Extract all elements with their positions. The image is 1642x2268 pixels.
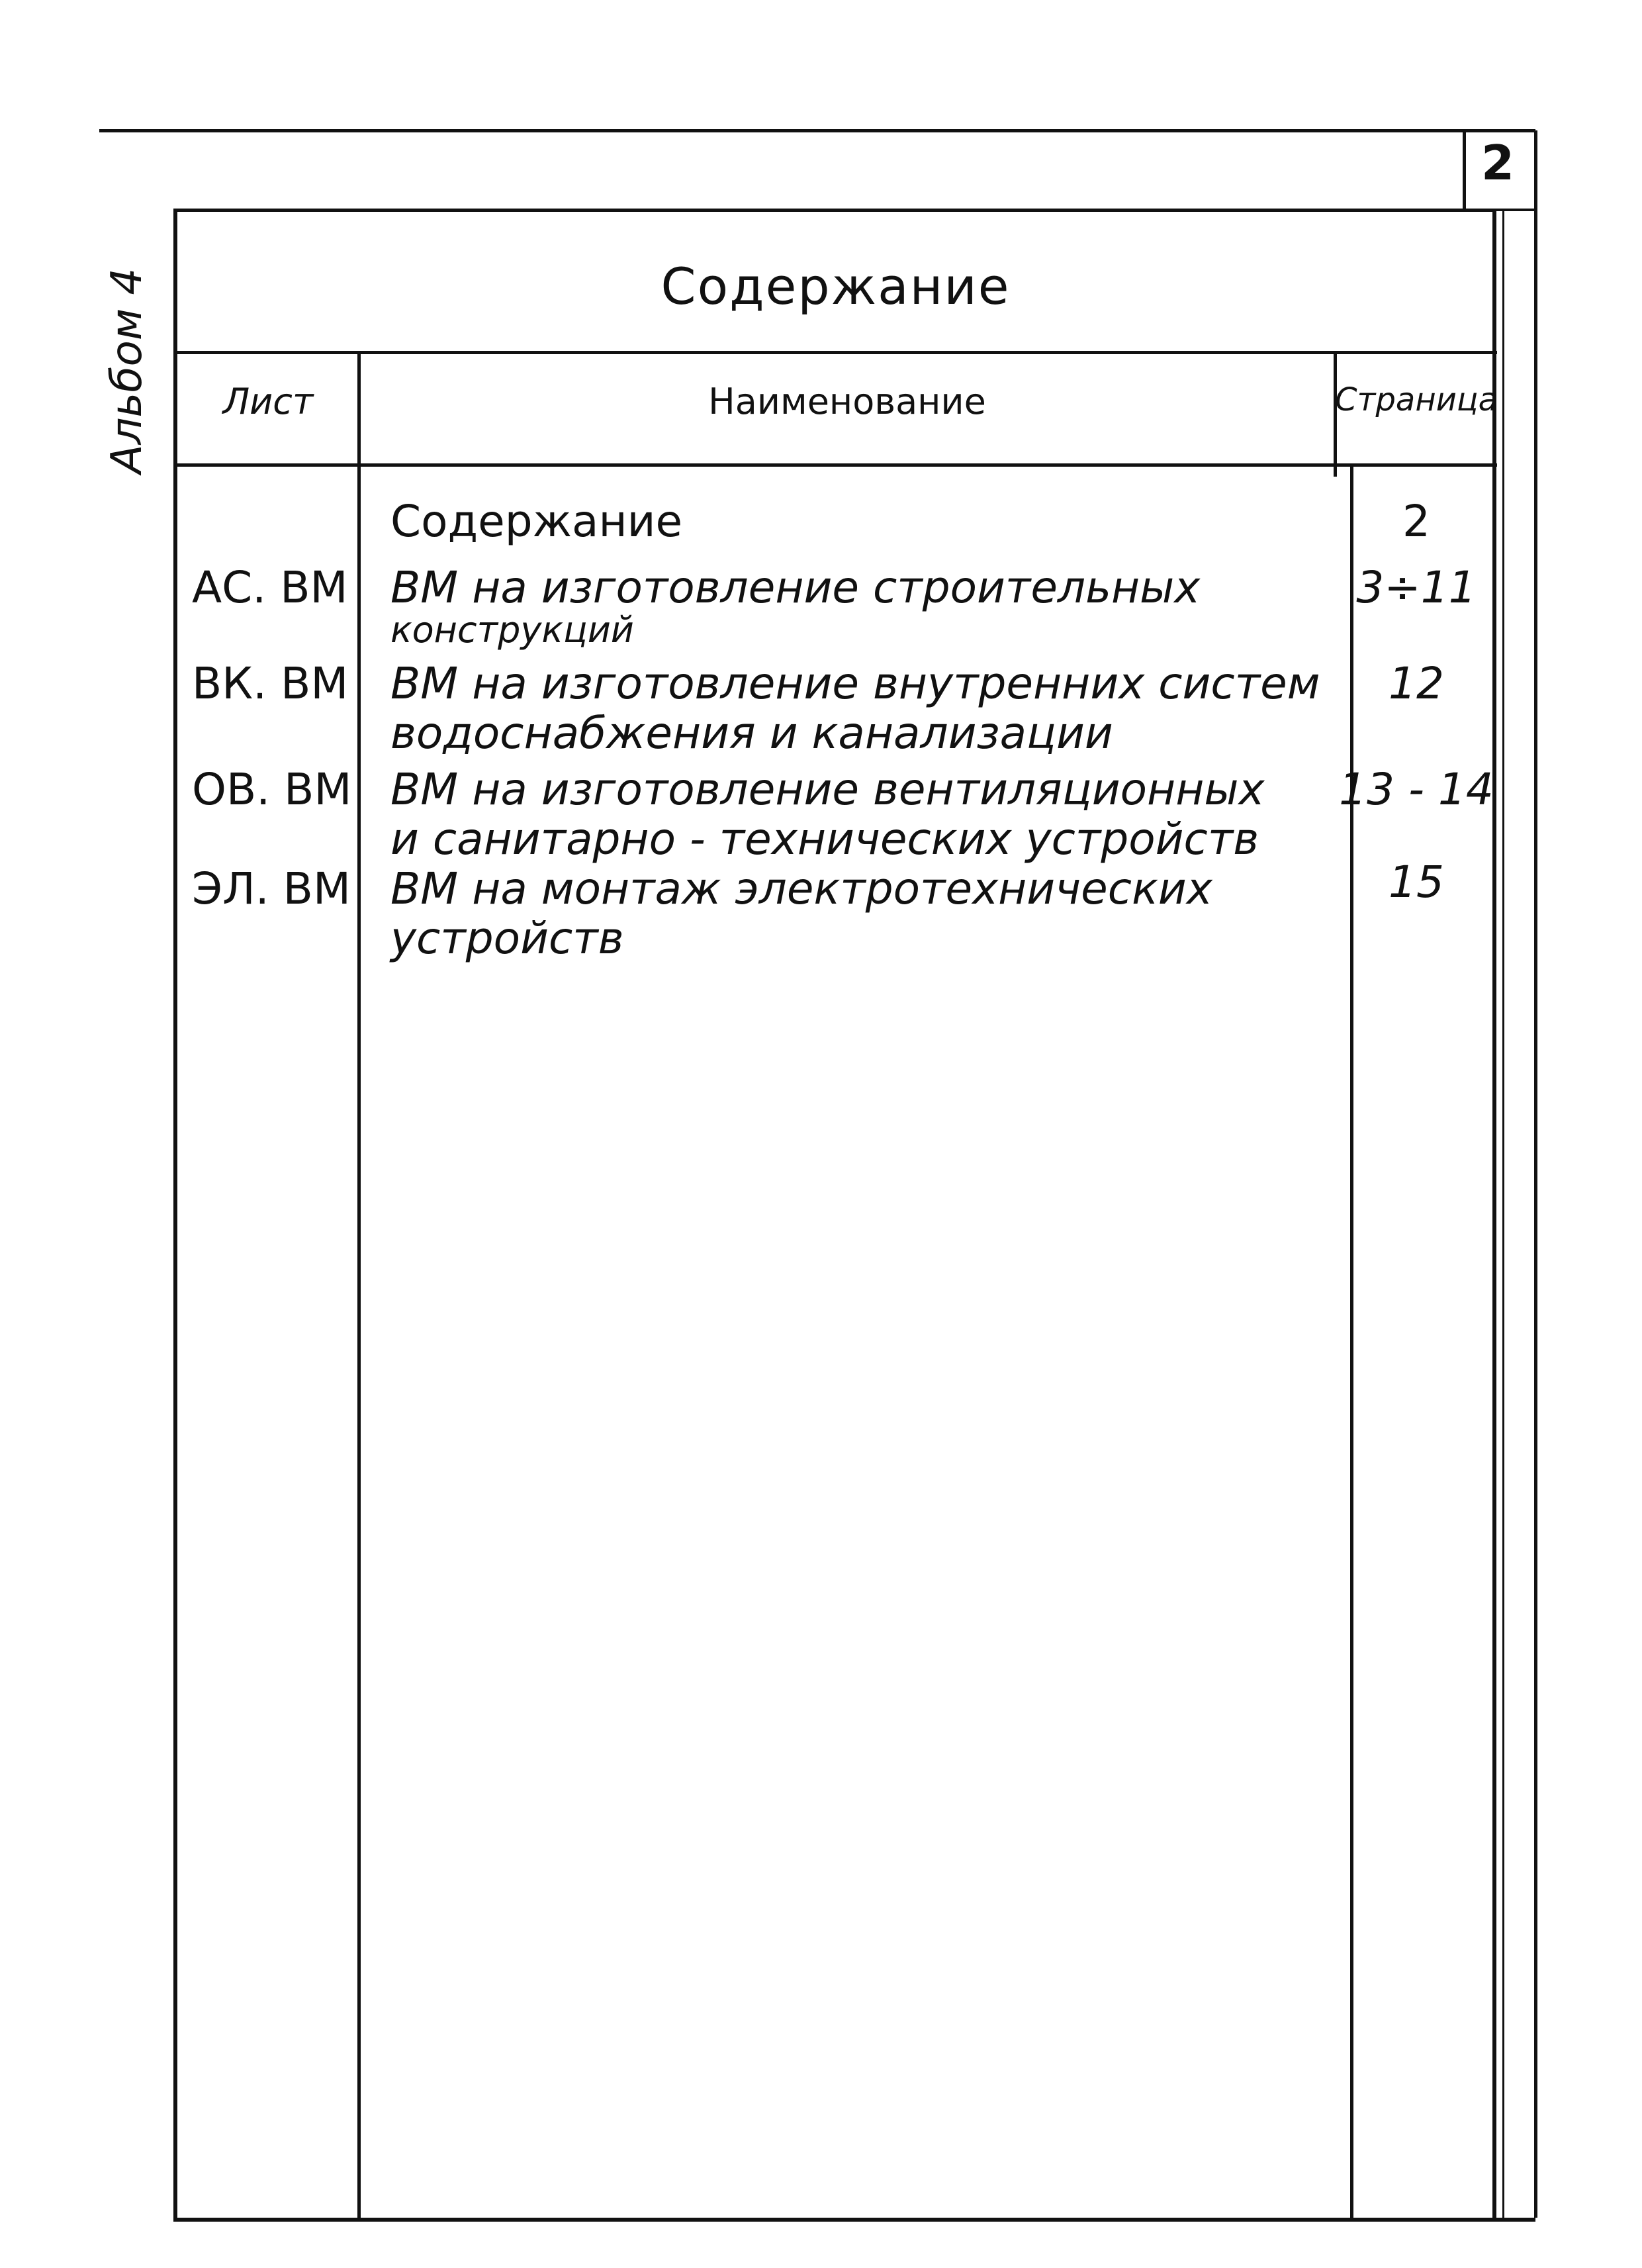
row-contents-page: 2 bbox=[1402, 496, 1430, 547]
row-as-name-line1: ВМ на изготовление строительных bbox=[390, 562, 1201, 613]
album-label: Альбом 4 bbox=[103, 267, 152, 474]
page-number-box-left bbox=[1463, 130, 1466, 210]
top-rule bbox=[99, 129, 1535, 132]
row-ov-name-line2: и санитарно - технических устройств bbox=[390, 814, 1259, 865]
column-divider-page-body bbox=[1350, 463, 1353, 2221]
header-separator bbox=[173, 463, 1497, 467]
frame-left bbox=[173, 209, 177, 2221]
row-ov-sheet: ОВ. ВМ bbox=[192, 764, 352, 815]
row-ov-name-line1: ВМ на изготовление вентиляционных bbox=[390, 764, 1265, 815]
header-sheet: Лист bbox=[222, 381, 314, 422]
row-el-name-line2: устройств bbox=[390, 913, 624, 964]
frame-right-double bbox=[1502, 209, 1504, 2221]
row-as-sheet: АС. ВМ bbox=[192, 562, 348, 613]
page-number: 2 bbox=[1481, 135, 1515, 191]
row-el-sheet: ЭЛ. ВМ bbox=[192, 863, 351, 914]
page-title: Содержание bbox=[661, 257, 1011, 316]
frame-top bbox=[173, 209, 1494, 212]
row-vk-name-line2: водоснабжения и канализации bbox=[390, 708, 1113, 759]
column-divider-sheet bbox=[357, 351, 361, 2221]
row-as-page: 3÷11 bbox=[1356, 562, 1477, 613]
row-as-name-line2: конструкций bbox=[390, 609, 634, 651]
row-contents-name: Содержание bbox=[390, 496, 683, 547]
row-vk-sheet: ВК. ВМ bbox=[192, 658, 349, 709]
header-name: Наименование bbox=[708, 381, 986, 422]
row-el-name-line1: ВМ на монтаж электротехнических bbox=[390, 863, 1212, 914]
row-ov-page: 13 - 14 bbox=[1339, 764, 1494, 815]
header-page: Страница bbox=[1334, 381, 1498, 418]
row-vk-name-line1: ВМ на изготовление внутренних систем bbox=[390, 658, 1320, 709]
title-separator bbox=[173, 351, 1497, 354]
row-vk-page: 12 bbox=[1389, 658, 1444, 709]
right-outer-border bbox=[1534, 130, 1537, 2218]
row-el-page: 15 bbox=[1389, 857, 1444, 908]
frame-bottom bbox=[173, 2218, 1535, 2222]
